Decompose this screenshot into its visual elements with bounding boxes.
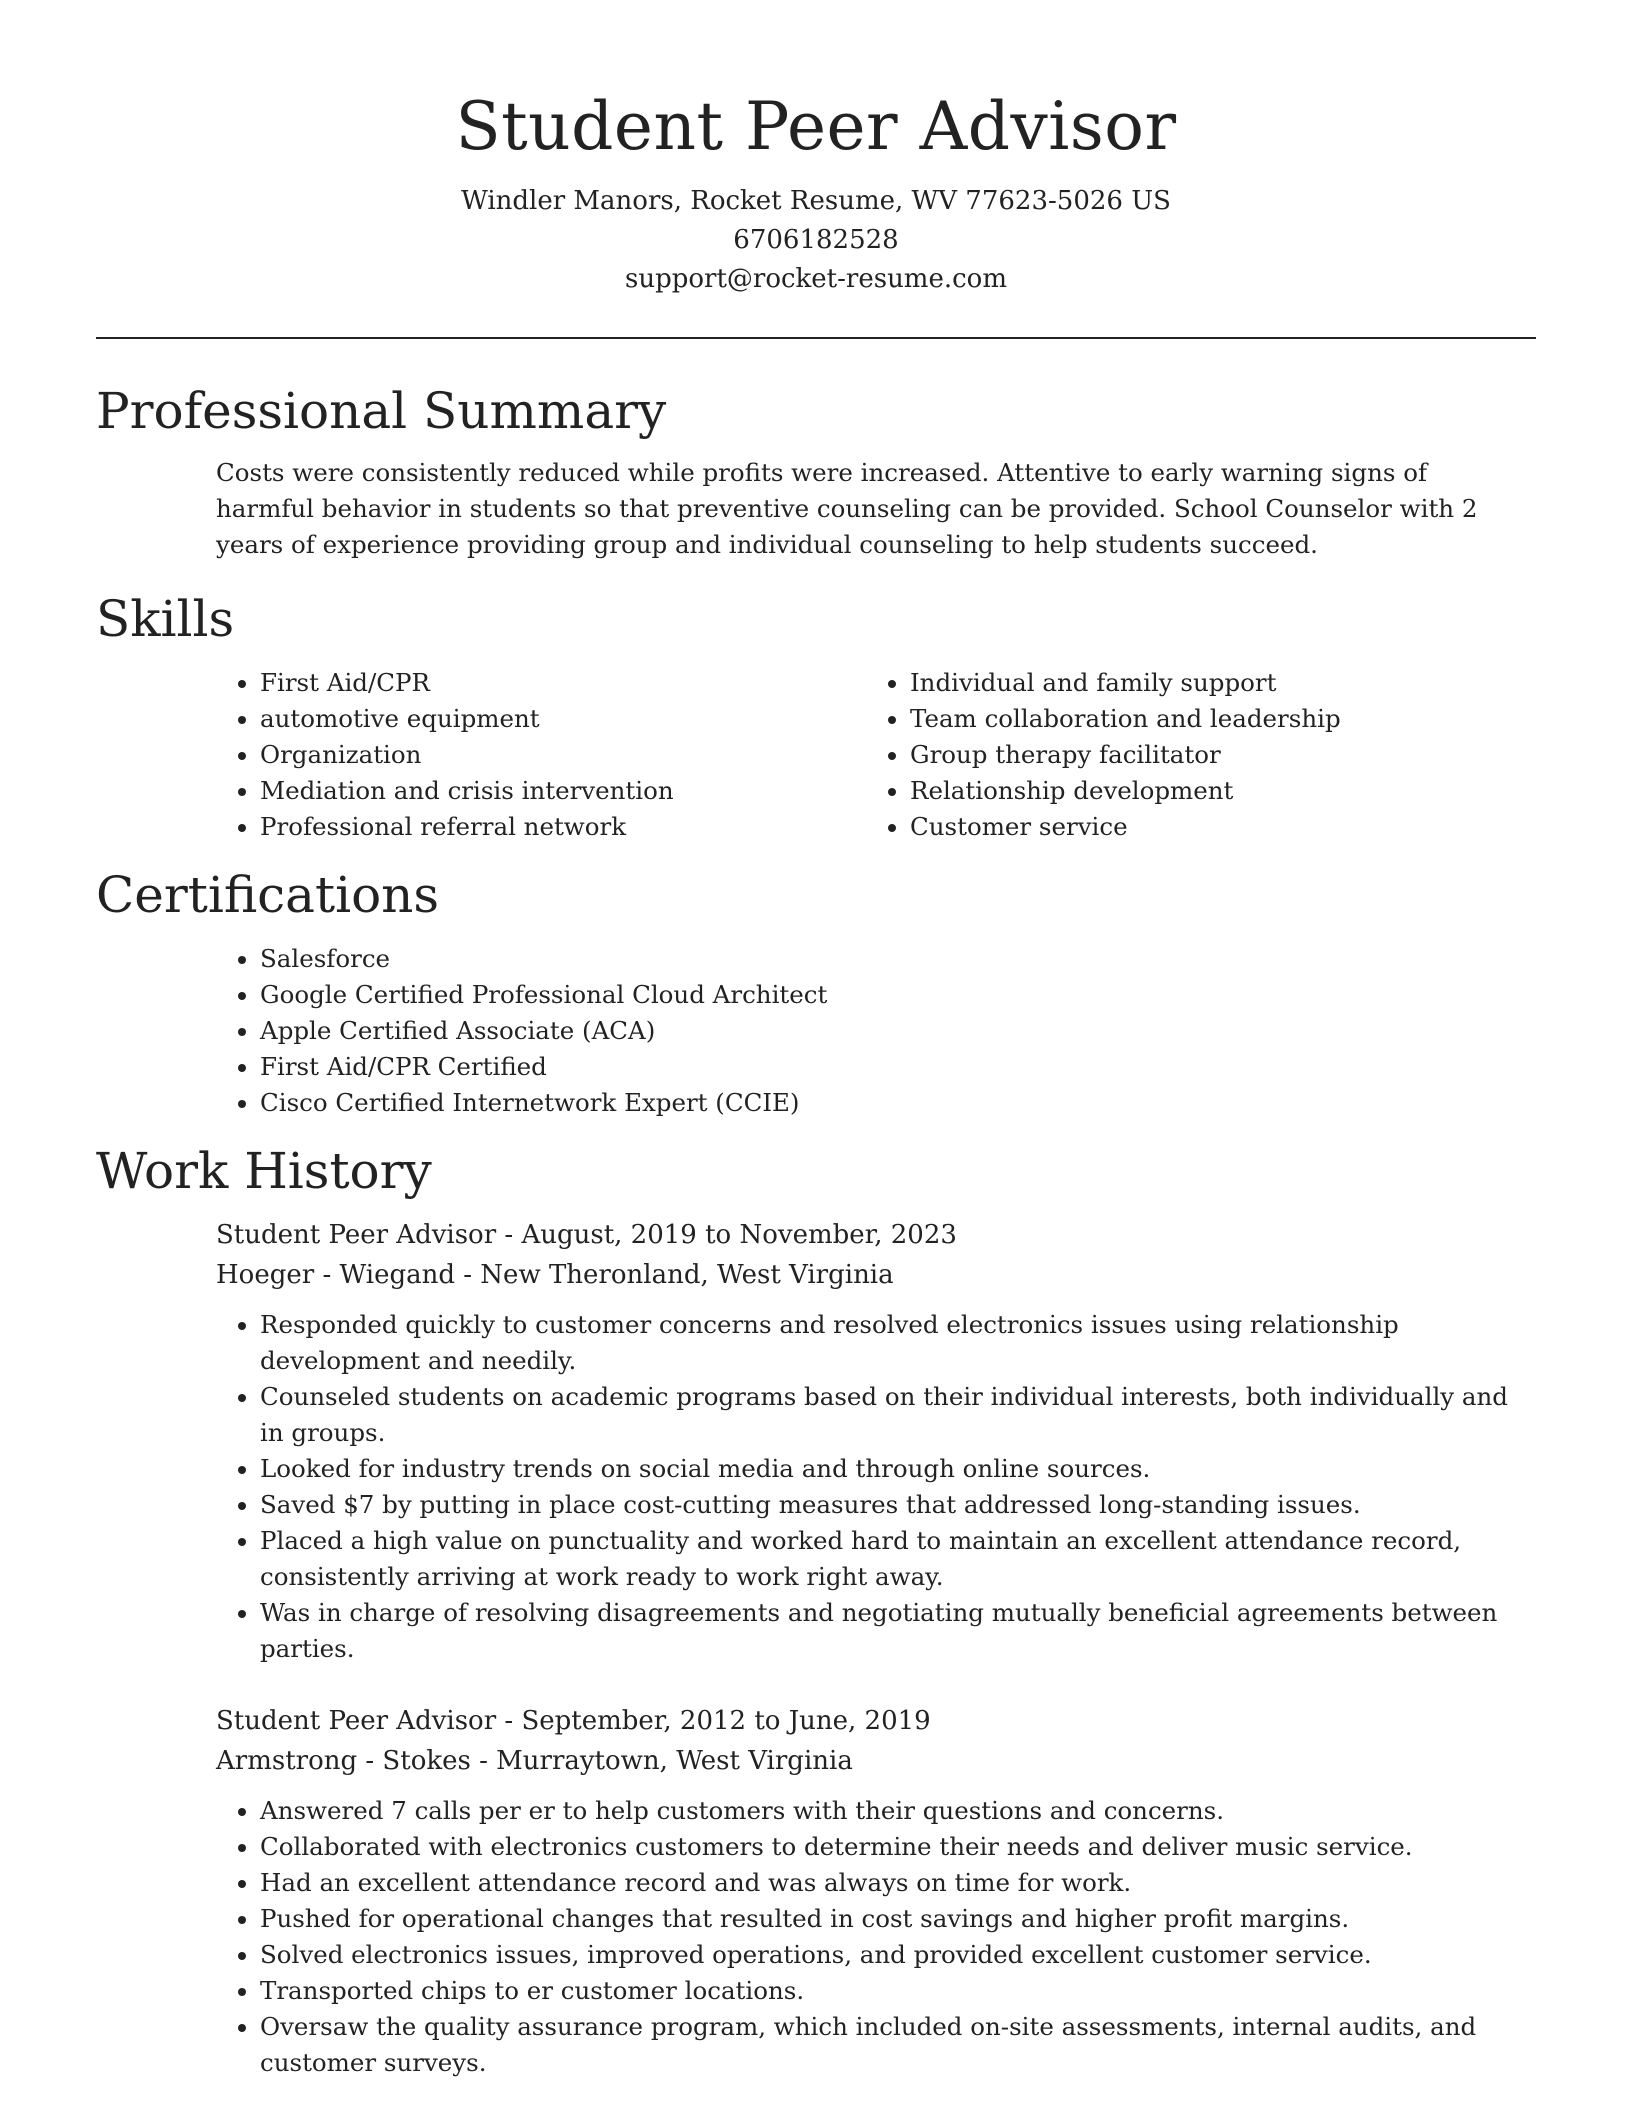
job-bullet: • Transported chips to er customer locations.: [260, 1973, 1536, 2009]
work-history-heading: Work History: [96, 1142, 432, 1200]
candidate-name: Student Peer Advisor: [455, 88, 1177, 165]
job-entry: [96, 1215, 1536, 1667]
skill-item: • automotive equipment: [260, 701, 746, 737]
phone: 6706182528: [733, 225, 899, 255]
address: Windler Manors, Rocket Resume, WV 77623-5026 US: [461, 186, 1171, 216]
job-bullet: • Placed a high value on punctuality and worked hard to maintain an excellent attendance record, consistently arriving at work ready to work right away.: [260, 1523, 1536, 1595]
skill-item: • First Aid/CPR: [260, 665, 746, 701]
job-title-line: Student Peer Advisor - September, 2012 to June, 2019: [216, 1706, 931, 1736]
certifications-list: [96, 941, 1536, 1121]
certification-item: • Google Certified Professional Cloud Architect: [260, 977, 1536, 1013]
contact-block: [96, 182, 1536, 299]
certification-item: • Apple Certified Associate (ACA): [260, 1013, 1536, 1049]
skills-column-1: [96, 665, 746, 845]
job-title-line: Student Peer Advisor - August, 2019 to November, 2023: [216, 1220, 957, 1250]
certification-item: • Salesforce: [260, 941, 1536, 977]
header-divider: [96, 337, 1536, 339]
skills-list: [96, 665, 1536, 845]
skill-item: • Mediation and crisis intervention: [260, 773, 746, 809]
job-bullet: • Saved $7 by putting in place cost-cutting measures that addressed long-standing issues.: [260, 1487, 1536, 1523]
skill-item: • Individual and family support: [910, 665, 1470, 701]
job-bullet: • Responded quickly to customer concerns and resolved electronics issues using relationship development and needily.: [260, 1307, 1536, 1379]
job-bullet: • Counseled students on academic programs based on their individual interests, both individually and in groups.: [260, 1379, 1536, 1451]
job-bullet: • Solved electronics issues, improved operations, and provided excellent customer service.: [260, 1937, 1536, 1973]
job-bullets: [96, 1307, 1536, 1667]
certification-item: • First Aid/CPR Certified: [260, 1049, 1536, 1085]
skills-heading: Skills: [96, 590, 235, 648]
summary-heading: Professional Summary: [96, 382, 667, 440]
skill-item: • Customer service: [910, 809, 1470, 845]
job-entry: [96, 1701, 1536, 2081]
resume-page: [96, 0, 1536, 2081]
skill-item: • Relationship development: [910, 773, 1470, 809]
skill-item: • Group therapy facilitator: [910, 737, 1470, 773]
job-bullet: • Was in charge of resolving disagreements and negotiating mutually beneficial agreements between parties.: [260, 1595, 1536, 1667]
summary-text: Costs were consistently reduced while profits were increased. Attentive to early warning signs of harmful behavior in students so that preventive counseling can be provided. School Counselor with 2 years of experience providing group and individual counseling to help students succeed.: [216, 458, 1478, 559]
skill-item: • Team collaboration and leadership: [910, 701, 1470, 737]
job-bullet: • Collaborated with electronics customers to determine their needs and deliver music service.: [260, 1829, 1536, 1865]
email: support@rocket-resume.com: [624, 264, 1007, 294]
skill-item: • Organization: [260, 737, 746, 773]
job-bullet: • Answered 7 calls per er to help customers with their questions and concerns.: [260, 1793, 1536, 1829]
job-bullet: • Oversaw the quality assurance program, which included on-site assessments, internal audits, and customer surveys.: [260, 2009, 1536, 2081]
job-company-line: Hoeger - Wiegand - New Theronland, West Virginia: [216, 1260, 894, 1290]
certification-item: • Cisco Certified Internetwork Expert (CCIE): [260, 1085, 1536, 1121]
job-company-line: Armstrong - Stokes - Murraytown, West Virginia: [216, 1746, 853, 1776]
job-bullet: • Looked for industry trends on social media and through online sources.: [260, 1451, 1536, 1487]
job-bullet: • Had an excellent attendance record and was always on time for work.: [260, 1865, 1536, 1901]
certifications-heading: Certifications: [96, 866, 440, 924]
skill-item: • Professional referral network: [260, 809, 746, 845]
job-bullets: [96, 1793, 1536, 2081]
skills-column-2: [746, 665, 1470, 845]
job-bullet: • Pushed for operational changes that resulted in cost savings and higher profit margins.: [260, 1901, 1536, 1937]
